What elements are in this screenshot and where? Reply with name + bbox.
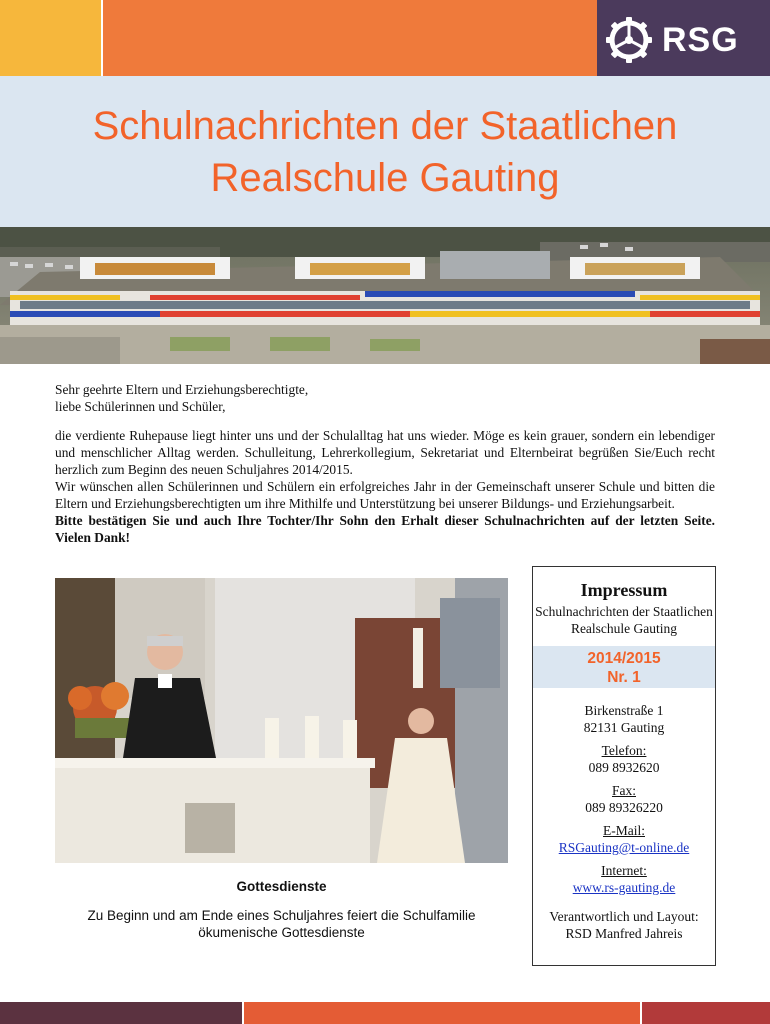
impressum-title: Impressum (580, 580, 668, 600)
impressum-box (532, 566, 716, 966)
phone-number: 089 8932620 (588, 760, 660, 775)
intro-text (55, 381, 715, 546)
issue-band (533, 646, 715, 688)
responsible-person: RSD Manfred Jahreis (565, 926, 683, 941)
school-year: 2014/2015 (587, 650, 661, 667)
email-label: E-Mail: (603, 823, 645, 838)
website-link[interactable]: www.rs-gauting.de (572, 880, 676, 895)
city-address: 82131 Gauting (583, 720, 665, 735)
gear-wheel-icon (604, 15, 654, 65)
school-logo (604, 14, 739, 66)
intro-paragraph-2: Wir wünschen allen Schülerinnen und Schülern ein erfolgreiches Jahr in der Gemeinschaft unserer Schule und bitten die Eltern und Erziehungsberechtigten um ihre Mithilfe und Unterstützung bei unserer Bildungs- und Erziehungsarbeit. (55, 479, 715, 511)
church-service-photo (55, 578, 508, 863)
footer-right-block (642, 1002, 770, 1024)
header-orange-block (103, 0, 597, 76)
logo-text: RSG (662, 20, 739, 59)
title-line-2: Realschule Gauting (210, 155, 560, 200)
footer-middle-block (244, 1002, 640, 1024)
phone-label: Telefon: (601, 743, 647, 758)
title-banner (0, 76, 770, 227)
fax-number: 089 89326220 (585, 800, 663, 815)
confirmation-note: Bitte bestätigen Sie und auch Ihre Tochter/Ihr Sohn den Erhalt dieser Schulnachrichten auf der letzten Seite. Vielen Dank! (55, 513, 715, 545)
photo-caption-text: Zu Beginn und am Ende eines Schuljahres feiert die Schulfamilie ökumenische Gottesdienste (87, 908, 476, 940)
issue-number: Nr. 1 (607, 669, 641, 686)
responsible-label: Verantwortlich und Layout: (549, 909, 699, 924)
school-building-photo (0, 227, 770, 364)
header-color-bar (0, 0, 770, 76)
email-link[interactable]: RSGauting@t-online.de (558, 840, 690, 855)
intro-paragraph-1: die verdiente Ruhepause liegt hinter uns und der Schulalltag hat uns wieder. Möge es kein grauer, sondern ein lebendiger und menschlicher Alltag werden. Schulleitung, Lehrerkollegium, Sekretariat und Elternbeirat begrüßen Sie/Euch recht herzlich zum Beginn des neuen Schuljahres 2014/2015. (55, 428, 715, 477)
street-address: Birkenstraße 1 (584, 703, 664, 718)
footer-color-bar (0, 1002, 770, 1024)
internet-label: Internet: (601, 863, 647, 878)
fax-label: Fax: (611, 783, 636, 798)
title-line-1: Schulnachrichten der Staatlichen (92, 103, 678, 148)
greeting-line-1: Sehr geehrte Eltern und Erziehungsberechtigte, (55, 382, 309, 397)
page-title (15, 100, 755, 204)
photo-caption-title: Gottesdienste (236, 879, 327, 894)
header-yellow-block (0, 0, 101, 76)
impressum-subtitle: Schulnachrichten der Staatlichen Realschule Gauting (535, 604, 713, 636)
footer-left-block (0, 1002, 242, 1024)
greeting-line-2: liebe Schülerinnen und Schüler, (55, 399, 226, 414)
